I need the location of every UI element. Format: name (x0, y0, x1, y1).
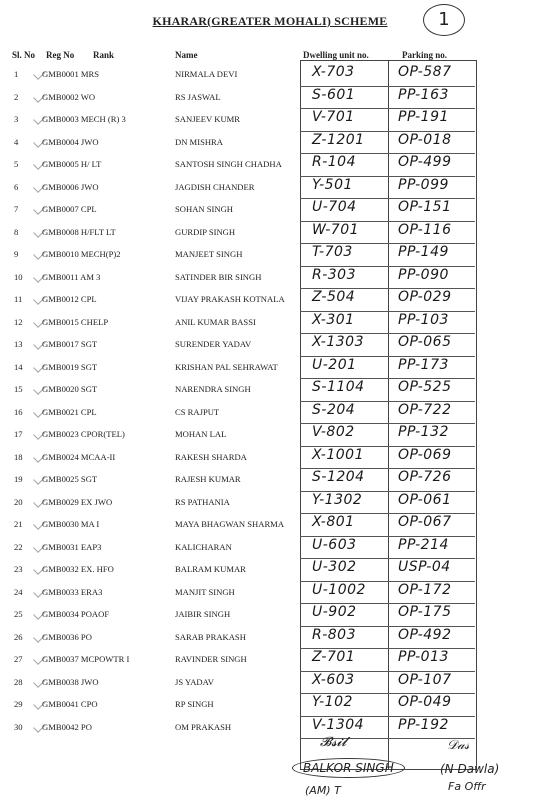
table-row (0, 199, 550, 222)
row-reg-rank: GMB0019 SGT (42, 361, 98, 372)
row-name: RAVINDER SINGH (175, 654, 247, 664)
row-sl-no: 26 (14, 631, 23, 642)
row-dwelling-unit: R-104 (312, 154, 357, 170)
table-row (0, 289, 550, 312)
row-sl-no: 16 (14, 406, 23, 417)
row-name: DN MISHRA (175, 136, 223, 147)
row-parking: PP-192 (398, 716, 449, 733)
row-parking: PP-090 (398, 266, 449, 283)
row-parking: OP-069 (398, 446, 452, 463)
row-name: OM PRAKASH (175, 721, 232, 732)
row-parking: PP-214 (398, 536, 449, 553)
row-name: SANJEEV KUMR (175, 114, 241, 124)
table-row (0, 694, 550, 717)
row-parking: OP-151 (398, 199, 452, 215)
row-name: MOHAN LAL (175, 429, 227, 439)
page-number: 1 (423, 4, 465, 36)
row-name: MANJIT SINGH (175, 586, 235, 597)
row-sl-no: 27 (14, 654, 23, 664)
header-dwelling-unit: Dwelling unit no. (303, 50, 369, 60)
row-name: SARAB PRAKASH (175, 631, 246, 642)
row-name: SURENDER YADAV (175, 339, 252, 349)
row-parking: OP-067 (398, 514, 452, 530)
row-reg-rank: GMB0025 SGT (42, 474, 98, 484)
row-parking: PP-173 (398, 356, 449, 373)
table-row (0, 559, 550, 582)
row-name: JAGDISH CHANDER (175, 181, 255, 192)
table-row (0, 402, 550, 425)
row-parking: PP-191 (398, 109, 449, 125)
row-parking: OP-107 (398, 671, 452, 688)
header-reg-no: Reg No (46, 50, 75, 60)
row-parking: OP-029 (398, 289, 452, 305)
row-parking: PP-013 (398, 649, 449, 665)
row-reg-rank: GMB0002 WO (42, 91, 96, 102)
row-reg-rank: GMB0037 MCPOWTR I (42, 654, 130, 664)
row-dwelling-unit: V-802 (312, 424, 355, 440)
row-dwelling-unit: T-703 (312, 244, 353, 260)
signature-right-subtitle: Fa Offr (448, 780, 486, 793)
table-row (0, 267, 550, 290)
table-row (0, 64, 550, 87)
table-row (0, 717, 550, 740)
row-reg-rank: GMB0041 CPO (42, 699, 98, 709)
row-dwelling-unit: S-1204 (312, 469, 365, 485)
row-parking: PP-163 (398, 86, 449, 103)
header-name: Name (175, 50, 198, 60)
row-reg-rank: GMB0017 SGT (42, 339, 98, 349)
row-dwelling-unit: X-1303 (312, 334, 364, 350)
row-dwelling-unit: X-1001 (312, 446, 364, 463)
row-name: NIRMALA DEVI (175, 69, 238, 79)
row-dwelling-unit: U-1002 (312, 581, 366, 598)
row-sl-no: 1 (14, 69, 19, 79)
row-reg-rank: GMB0008 H/FLT LT (42, 226, 116, 237)
row-dwelling-unit: Y-1302 (312, 491, 363, 508)
row-sl-no: 18 (14, 451, 23, 462)
table-row (0, 672, 550, 695)
row-dwelling-unit: R-303 (312, 266, 357, 283)
row-dwelling-unit: U-201 (312, 356, 357, 373)
row-sl-no: 4 (14, 136, 19, 147)
table-row (0, 357, 550, 380)
table-row (0, 244, 550, 267)
row-sl-no: 19 (14, 474, 23, 484)
row-name: RP SINGH (175, 699, 214, 709)
row-parking: OP-726 (398, 469, 452, 485)
row-parking: PP-103 (398, 311, 449, 328)
row-name: ANIL KUMAR BASSI (175, 316, 256, 327)
row-dwelling-unit: U-704 (312, 199, 357, 215)
row-reg-rank: GMB0034 POAOF (42, 609, 110, 619)
row-reg-rank: GMB0030 MA I (42, 519, 100, 529)
row-dwelling-unit: X-301 (312, 311, 355, 328)
row-sl-no: 25 (14, 609, 23, 619)
row-sl-no: 21 (14, 519, 23, 529)
row-dwelling-unit: Z-1201 (312, 131, 365, 148)
row-sl-no: 15 (14, 384, 23, 394)
row-reg-rank: GMB0007 CPL (42, 204, 97, 214)
table-row (0, 627, 550, 650)
row-reg-rank: GMB0024 MCAA-II (42, 451, 116, 462)
row-name: JS YADAV (175, 676, 214, 687)
row-sl-no: 22 (14, 541, 23, 552)
row-name: SANTOSH SINGH CHADHA (175, 159, 282, 169)
row-dwelling-unit: R-803 (312, 626, 357, 643)
row-sl-no: 14 (14, 361, 23, 372)
table-row (0, 514, 550, 537)
row-reg-rank: GMB0038 JWO (42, 676, 99, 687)
row-dwelling-unit: S-204 (312, 401, 356, 418)
table-row (0, 379, 550, 402)
table-row (0, 222, 550, 245)
row-dwelling-unit: V-1304 (312, 716, 365, 733)
row-reg-rank: GMB0012 CPL (42, 294, 97, 304)
row-dwelling-unit: Y-501 (312, 176, 353, 193)
row-name: GURDIP SINGH (175, 226, 236, 237)
row-reg-rank: GMB0031 EAP3 (42, 541, 102, 552)
row-reg-rank: GMB0001 MRS (42, 69, 100, 79)
table-row (0, 312, 550, 335)
row-sl-no: 7 (14, 204, 19, 214)
row-reg-rank: GMB0032 EX. HFO (42, 564, 114, 574)
signature-right-name: (N Dawla) (440, 762, 500, 776)
table-row (0, 447, 550, 470)
row-parking: OP-061 (398, 491, 452, 508)
signature-left-name: BALKOR SINGH (292, 758, 405, 778)
row-sl-no: 5 (14, 159, 19, 169)
row-name: VIJAY PRAKASH KOTNALA (175, 294, 285, 304)
table-row (0, 109, 550, 132)
table-row (0, 424, 550, 447)
table-row (0, 469, 550, 492)
table-row (0, 334, 550, 357)
row-name: RS PATHANIA (175, 496, 230, 507)
row-name: JAIBIR SINGH (175, 609, 231, 619)
row-name: BALRAM KUMAR (175, 564, 246, 574)
row-reg-rank: GMB0020 SGT (42, 384, 98, 394)
row-sl-no: 29 (14, 699, 23, 709)
row-parking: OP-065 (398, 334, 452, 350)
row-name: SOHAN SINGH (175, 204, 234, 214)
row-sl-no: 23 (14, 564, 23, 574)
row-reg-rank: GMB0021 CPL (42, 406, 97, 417)
header-rank: Rank (93, 50, 115, 60)
row-reg-rank: GMB0042 PO (42, 721, 92, 732)
signature-right: 𝒟𝒶𝓈 (447, 738, 470, 753)
allotment-rows (0, 64, 550, 739)
signature-left-subtitle: (AM) T (305, 784, 341, 797)
row-parking: OP-525 (398, 379, 452, 395)
row-name: RAKESH SHARDA (175, 451, 247, 462)
row-sl-no: 6 (14, 181, 19, 192)
row-parking: OP-499 (398, 154, 452, 170)
table-row (0, 604, 550, 627)
row-name: MAYA BHAGWAN SHARMA (175, 519, 285, 529)
header-sl-no: Sl. No (12, 50, 36, 60)
row-sl-no: 11 (14, 294, 23, 304)
row-parking: OP-175 (398, 604, 452, 620)
row-parking: OP-049 (398, 694, 452, 710)
row-name: CS RAJPUT (175, 406, 220, 417)
table-row (0, 87, 550, 110)
table-row (0, 537, 550, 560)
row-parking: PP-132 (398, 424, 449, 440)
row-parking: USP-04 (398, 559, 451, 575)
row-reg-rank: GMB0004 JWO (42, 136, 99, 147)
row-sl-no: 2 (14, 91, 19, 102)
row-name: SATINDER BIR SINGH (175, 271, 262, 282)
row-sl-no: 9 (14, 249, 19, 259)
row-name: RAJESH KUMAR (175, 474, 241, 484)
row-parking: OP-722 (398, 401, 452, 418)
row-reg-rank: GMB0005 H/ LT (42, 159, 102, 169)
row-parking: OP-018 (398, 131, 452, 148)
row-dwelling-unit: S-601 (312, 86, 356, 103)
row-sl-no: 13 (14, 339, 23, 349)
row-reg-rank: GMB0023 CPOR(TEL) (42, 429, 125, 439)
table-row (0, 154, 550, 177)
table-row (0, 582, 550, 605)
row-reg-rank: GMB0029 EX JWO (42, 496, 113, 507)
row-name: RS JASWAL (175, 91, 221, 102)
row-sl-no: 24 (14, 586, 23, 597)
row-sl-no: 20 (14, 496, 23, 507)
row-dwelling-unit: Z-701 (312, 649, 356, 665)
row-reg-rank: GMB0006 JWO (42, 181, 99, 192)
row-sl-no: 10 (14, 271, 23, 282)
row-reg-rank: GMB0010 MECH(P)2 (42, 249, 121, 259)
row-dwelling-unit: W-701 (312, 221, 360, 238)
row-dwelling-unit: U-603 (312, 536, 357, 553)
row-reg-rank: GMB0015 CHELP (42, 316, 109, 327)
row-parking: OP-172 (398, 581, 452, 598)
row-dwelling-unit: X-703 (312, 64, 355, 80)
row-dwelling-unit: U-902 (312, 604, 357, 620)
row-name: NARENDRA SINGH (175, 384, 251, 394)
row-dwelling-unit: V-701 (312, 109, 355, 125)
row-reg-rank: GMB0036 PO (42, 631, 92, 642)
row-dwelling-unit: U-302 (312, 559, 357, 575)
row-sl-no: 30 (14, 721, 23, 732)
row-name: KRISHAN PAL SEHRAWAT (175, 361, 278, 372)
document-title: KHARAR(GREATER MOHALI) SCHEME (152, 14, 388, 28)
row-dwelling-unit: Z-504 (312, 289, 356, 305)
row-dwelling-unit: X-603 (312, 671, 355, 688)
row-parking: OP-492 (398, 626, 452, 643)
table-row (0, 649, 550, 672)
table-row (0, 177, 550, 200)
row-parking: OP-587 (398, 64, 452, 80)
table-row (0, 132, 550, 155)
table-row (0, 492, 550, 515)
signature-left: 𝓑𝓼𝓲𝓵 (320, 735, 347, 750)
row-dwelling-unit: S-1104 (312, 379, 365, 395)
row-reg-rank: GMB0003 MECH (R) 3 (42, 114, 126, 124)
row-dwelling-unit: Y-102 (312, 694, 353, 710)
row-parking: PP-149 (398, 244, 449, 260)
row-sl-no: 8 (14, 226, 19, 237)
row-sl-no: 12 (14, 316, 23, 327)
row-sl-no: 3 (14, 114, 19, 124)
row-reg-rank: GMB0033 ERA3 (42, 586, 103, 597)
row-name: MANJEET SINGH (175, 249, 243, 259)
row-parking: OP-116 (398, 221, 452, 238)
row-name: KALICHARAN (175, 541, 232, 552)
row-reg-rank: GMB0011 AM 3 (42, 271, 101, 282)
row-dwelling-unit: X-801 (312, 514, 355, 530)
row-sl-no: 28 (14, 676, 23, 687)
row-sl-no: 17 (14, 429, 23, 439)
header-parking: Parking no. (402, 50, 448, 60)
row-parking: PP-099 (398, 176, 449, 193)
